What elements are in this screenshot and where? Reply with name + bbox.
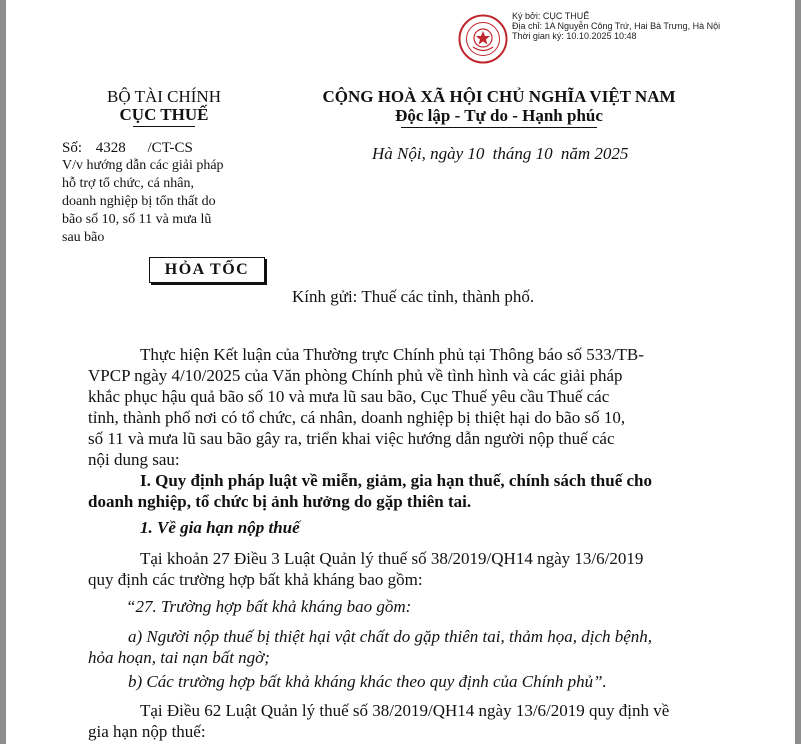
issuer-ministry: BỘ TÀI CHÍNH [107, 87, 221, 106]
document-number: Số: 4328 /CT-CS [62, 140, 193, 156]
country-name: CỘNG HOÀ XÃ HỘI CHỦ NGHĨA VIỆT NAM [322, 87, 676, 106]
signature-signer: Ký bởi: CỤC THUẾ [512, 11, 590, 21]
article-62-paragraph: Tại Điều 62 Luật Quản lý thuế số 38/2019/QH14 ngày 13/6/2019 quy định về gia hạn nộp thuế: [88, 701, 670, 741]
subsection-1-heading: 1. Về gia hạn nộp thuế [140, 518, 300, 537]
recipient: Kính gửi: Thuế các tỉnh, thành phố. [292, 287, 535, 306]
issue-date: Hà Nội, ngày 10 tháng 10 năm 2025 [372, 144, 629, 163]
official-seal-icon [458, 14, 508, 64]
urgent-label: HỎA TỐC [164, 261, 250, 278]
law-paragraph: Tại khoản 27 Điều 3 Luật Quản lý thuế số 38/2019/QH14 ngày 13/6/2019 quy định các trường hợp bất khả kháng bao gồm: [88, 549, 644, 589]
quote-clause-a: a) Người nộp thuế bị thiệt hại vật chất do gặp thiên tai, thảm họa, dịch bệnh, hỏa hoạn, tai nạn bất ngờ; [88, 627, 653, 667]
signature-address: Địa chỉ: 1A Nguyễn Công Trứ, Hai Bà Trưng, Hà Nội [512, 21, 721, 31]
motto-underline [401, 127, 597, 128]
urgent-stamp [149, 257, 265, 283]
issuer-department: CỤC THUẾ [119, 105, 209, 124]
quote-clause-27: “27. Trường hợp bất khả kháng bao gồm: [126, 597, 412, 616]
document-page [6, 0, 795, 744]
intro-paragraph: Thực hiện Kết luận của Thường trực Chính phủ tại Thông báo số 533/TB- VPCP ngày 4/10/2025 của Văn phòng Chính phủ về tình hình và các giải pháp khắc phục hậu quả bão số 10 và mưa lũ sau bão, Cục Thuế yêu cầu Thuế các tỉnh, thành phố nơi có tổ chức, cá nhân, doanh nghiệp bị thiệt hại do bão số 10, số 11 và mưa lũ sau bão gây ra, triển khai việc hướng dẫn người nộp thuế các nội dung sau: [88, 345, 644, 469]
department-underline [133, 126, 195, 127]
document-subject: V/v hướng dẫn các giải pháp hỗ trợ tổ chức, cá nhân, doanh nghiệp bị tổn thất do bão số 10, số 11 và mưa lũ sau bão [62, 158, 224, 245]
quote-clause-b: b) Các trường hợp bất khả kháng khác theo quy định của Chính phủ”. [128, 672, 607, 691]
signature-time: Thời gian ký: 10.10.2025 10:48 [512, 31, 637, 41]
national-motto: Độc lập - Tự do - Hạnh phúc [395, 106, 603, 125]
section-1-heading: I. Quy định pháp luật về miễn, giảm, gia hạn thuế, chính sách thuế cho doanh nghiệp, tổ chức bị ảnh hưởng do gặp thiên tai. [88, 471, 653, 511]
